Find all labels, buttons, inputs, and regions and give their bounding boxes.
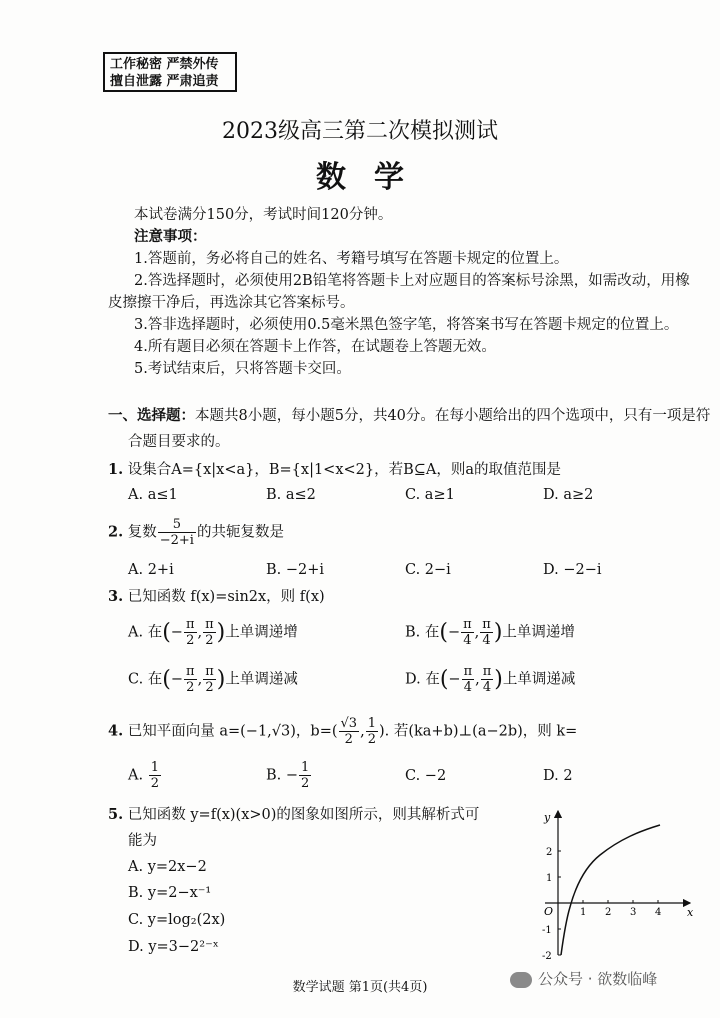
question-stem-post: 的共轭复数是	[196, 524, 284, 541]
watermark	[510, 968, 657, 989]
section-label: 一、选择题：	[108, 407, 195, 424]
function-curve	[561, 825, 660, 955]
fraction-denominator: 2	[344, 732, 353, 747]
option-c: C. a≥1	[405, 487, 455, 503]
fraction	[184, 617, 197, 648]
option-b: B. 在(− $\frac{\pi}{4}$ , $\frac{\pi}{4}$ )上单调递增	[405, 617, 575, 648]
x-tick-label: 3	[630, 907, 637, 918]
note-item: 4.所有题目必须在答题卡上作答，在试题卷上答题无效。	[134, 339, 496, 355]
minus-sign: −	[170, 671, 184, 688]
x-tick-label: 2	[605, 907, 612, 918]
question-stem: 已知函数 f(x)=sin2x，则 f(x)	[127, 589, 325, 605]
origin-label: O	[544, 905, 554, 918]
option-a: A. 2+i	[128, 562, 174, 578]
question-3	[108, 587, 325, 607]
fraction-denominator: 2	[186, 633, 195, 648]
subject-title: 数学	[316, 160, 432, 195]
y-tick-label: -1	[542, 925, 552, 936]
option-b: B. y=2−x⁻¹	[128, 885, 212, 901]
minus-sign: −	[170, 624, 183, 641]
note-item: 皮擦擦干净后，再选涂其它答案标号。	[108, 295, 355, 311]
fraction-numerator: π	[185, 617, 195, 632]
fraction-numerator: π	[463, 664, 473, 679]
fraction-denominator: 2	[205, 680, 214, 695]
option-c: C. 在(− $\frac{\pi}{2}$ , $\frac{\pi}{2}$ )上单调递减	[128, 664, 298, 695]
fraction-numerator: π	[463, 617, 472, 632]
option-b	[266, 760, 312, 791]
note-item: 5.考试结束后，只将答题卡交回。	[134, 361, 351, 377]
seal-line-1: 工作秘密 严禁外传	[110, 57, 219, 72]
question-1	[108, 460, 561, 480]
intro-text: 本试卷满分150分，考试时间120分钟。	[134, 207, 393, 223]
exam-title: 2023级高三第二次模拟测试	[222, 119, 498, 144]
seal-line-2: 擅自泄露 严肃追责	[110, 74, 219, 89]
question-stem-pre: 已知平面向量 a=(−1,√3)，b=(	[127, 723, 338, 740]
option-d: D. 2	[543, 768, 573, 784]
option-label: D.	[405, 671, 421, 688]
fraction-numerator: π	[186, 664, 195, 679]
option-d: D. 在(− $\frac{\pi}{4}$ , $\frac{\pi}{4}$ )上单调递减	[405, 664, 576, 695]
fraction-denominator: 4	[482, 633, 491, 648]
fraction-numerator: π	[482, 617, 491, 632]
question-number: 4.	[108, 722, 124, 740]
section-text-cont: 合题目要求的。	[128, 434, 230, 450]
question-number: 1.	[108, 461, 124, 478]
question-stem: 设集合A={x|x<a}，B={x|1<x<2}，若B⊆A，则a的取值范围是	[127, 462, 562, 478]
option-b: B. a≤2	[266, 487, 316, 503]
fraction	[480, 617, 493, 648]
fraction	[366, 716, 378, 747]
x-axis-label: x	[687, 906, 694, 919]
option-a: A. y=2x−2	[128, 859, 207, 875]
confidential-seal	[103, 52, 237, 92]
note-item: 2.答选择题时，必须使用2B铅笔将答题卡上对应题目的答案标号涂黑，如需改动，用橡	[134, 273, 690, 289]
option-d: D. −2−i	[543, 562, 602, 578]
option-prefix: 在	[147, 671, 163, 688]
minus-sign: −	[448, 671, 461, 688]
fraction	[184, 664, 197, 695]
option-suffix: 上单调递减	[225, 671, 298, 688]
option-suffix: 上单调递减	[502, 671, 576, 688]
question-stem-post: ). 若(ka+b)⊥(a−2b)，则 k=	[378, 723, 578, 740]
fraction	[339, 716, 360, 747]
option-prefix: 在	[424, 624, 440, 641]
fraction-numerator: 5	[158, 517, 196, 533]
fraction-denominator: 2	[186, 680, 195, 695]
option-suffix: 上单调递增	[225, 624, 298, 641]
fraction-denominator: 4	[482, 680, 492, 695]
option-prefix: 在	[147, 624, 163, 641]
option-label: A.	[128, 767, 144, 784]
option-d: D. a≥2	[543, 487, 594, 503]
fraction-denominator: 2	[150, 776, 159, 791]
fraction	[149, 760, 161, 791]
fraction-denominator: 2	[301, 776, 310, 791]
page-footer: 数学试题 第1页(共4页)	[292, 980, 428, 995]
option-d: D. y=3−2²⁻ˣ	[128, 939, 219, 955]
fraction-numerator: π	[205, 664, 214, 679]
x-tick-label: 1	[580, 907, 587, 918]
option-suffix: 上单调递增	[502, 624, 575, 641]
fraction-numerator: π	[205, 617, 214, 632]
fraction-numerator: 1	[150, 760, 159, 775]
fraction-denominator: 4	[463, 680, 472, 695]
option-prefix: 在	[425, 671, 440, 688]
question-stem-cont: 能为	[128, 833, 157, 849]
option-a: A. 在(− $\frac{\pi}{2}$ , $\frac{\pi}{2}$ )上单调递增	[128, 617, 298, 648]
option-b: B. −2+i	[266, 562, 325, 578]
question-2	[108, 517, 284, 548]
option-label: B.	[405, 624, 421, 641]
fraction	[462, 664, 475, 695]
y-tick-label: 2	[546, 847, 553, 858]
fraction-numerator: 1	[367, 716, 376, 731]
note-item: 1.答题前，务必将自己的姓名、考籍号填写在答题卡规定的位置上。	[134, 251, 569, 267]
question-number: 5.	[108, 806, 124, 823]
minus-sign: −	[447, 624, 461, 641]
question-number: 3.	[108, 588, 124, 605]
fraction-numerator: √3	[340, 716, 358, 731]
question-stem: 已知函数 y=f(x)(x>0)的图象如图所示，则其解析式可	[127, 807, 480, 823]
fraction-denominator: −2+i	[159, 533, 194, 548]
option-label: B. −	[266, 767, 299, 784]
fraction-denominator: 2	[367, 732, 376, 747]
fraction	[203, 617, 216, 648]
fraction	[299, 760, 311, 791]
notes-heading: 注意事项：	[134, 228, 207, 245]
x-tick-label: 4	[655, 907, 662, 918]
y-tick-label: -2	[542, 951, 552, 962]
question-4	[108, 716, 577, 747]
option-a: A. a≤1	[128, 487, 178, 503]
option-label: A.	[128, 624, 144, 641]
wechat-icon	[510, 972, 532, 988]
fraction	[158, 517, 196, 548]
fraction-numerator: π	[482, 664, 492, 679]
section-text: 本题共8小题，每小题5分，共40分。在每小题给出的四个选项中，只有一项是符	[195, 408, 711, 424]
note-item: 3.答非选择题时，必须使用0.5毫米黑色签字笔，将答案书写在答题卡规定的位置上。	[134, 317, 679, 333]
fraction-numerator: 1	[301, 760, 310, 775]
option-c: C. −2	[405, 768, 447, 784]
function-graph	[510, 805, 700, 963]
fraction	[481, 664, 494, 695]
option-c: C. 2−i	[405, 562, 451, 578]
question-5	[108, 805, 479, 825]
comma: ,	[360, 723, 365, 740]
fraction	[203, 664, 216, 695]
y-axis-label: y	[544, 811, 551, 824]
option-label: C.	[128, 671, 144, 688]
watermark-text: 公众号 · 欲数临峰	[538, 970, 658, 988]
question-number: 2.	[108, 523, 124, 541]
option-a	[128, 760, 162, 791]
fraction-denominator: 4	[463, 633, 472, 648]
option-c: C. y=log₂(2x)	[128, 912, 226, 928]
y-tick-label: 1	[546, 873, 553, 884]
fraction	[461, 617, 474, 648]
section-heading	[108, 406, 710, 426]
fraction-denominator: 2	[205, 633, 214, 648]
question-stem-pre: 复数	[127, 524, 157, 541]
